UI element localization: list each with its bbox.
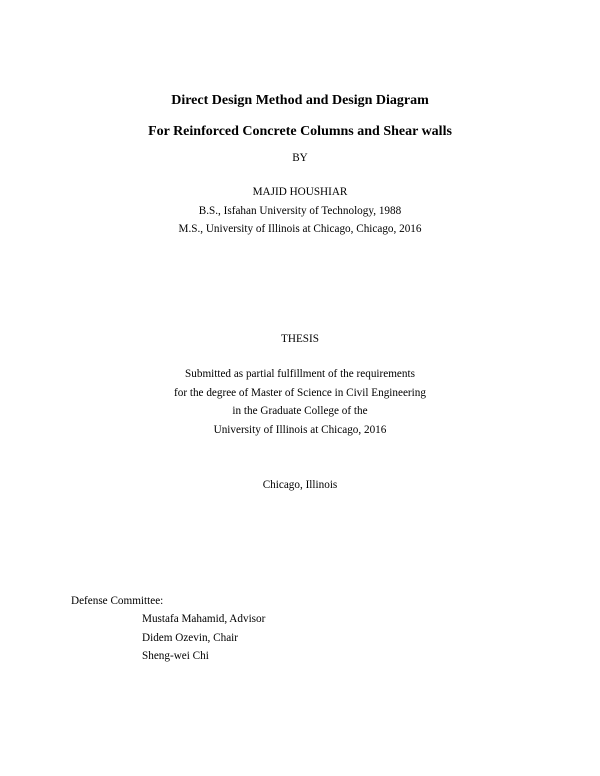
by-label: BY <box>292 152 308 164</box>
document-type: THESIS <box>281 333 319 345</box>
author-degree-ms: M.S., University of Illinois at Chicago, Chicago, 2016 <box>178 223 422 235</box>
author-degree-bs: B.S., Isfahan University of Technology, 1988 <box>198 205 402 217</box>
submission-line-1: Submitted as partial fulfillment of the requirements <box>185 368 415 380</box>
location: Chicago, Illinois <box>262 479 338 491</box>
committee-heading: Defense Committee: <box>71 595 164 607</box>
committee-member: Mustafa Mahamid, Advisor <box>142 613 266 625</box>
committee-member: Sheng-wei Chi <box>142 650 209 662</box>
author-name: MAJID HOUSHIAR <box>252 186 348 198</box>
submission-line-3: in the Graduate College of the <box>232 405 368 417</box>
submission-line-2: for the degree of Master of Science in Civil Engineering <box>174 387 426 399</box>
title-line-1: Direct Design Method and Design Diagram <box>171 93 429 108</box>
submission-line-4: University of Illinois at Chicago, 2016 <box>213 424 387 436</box>
committee-member: Didem Ozevin, Chair <box>142 632 239 644</box>
title-line-2: For Reinforced Concrete Columns and Shear walls <box>148 124 452 139</box>
